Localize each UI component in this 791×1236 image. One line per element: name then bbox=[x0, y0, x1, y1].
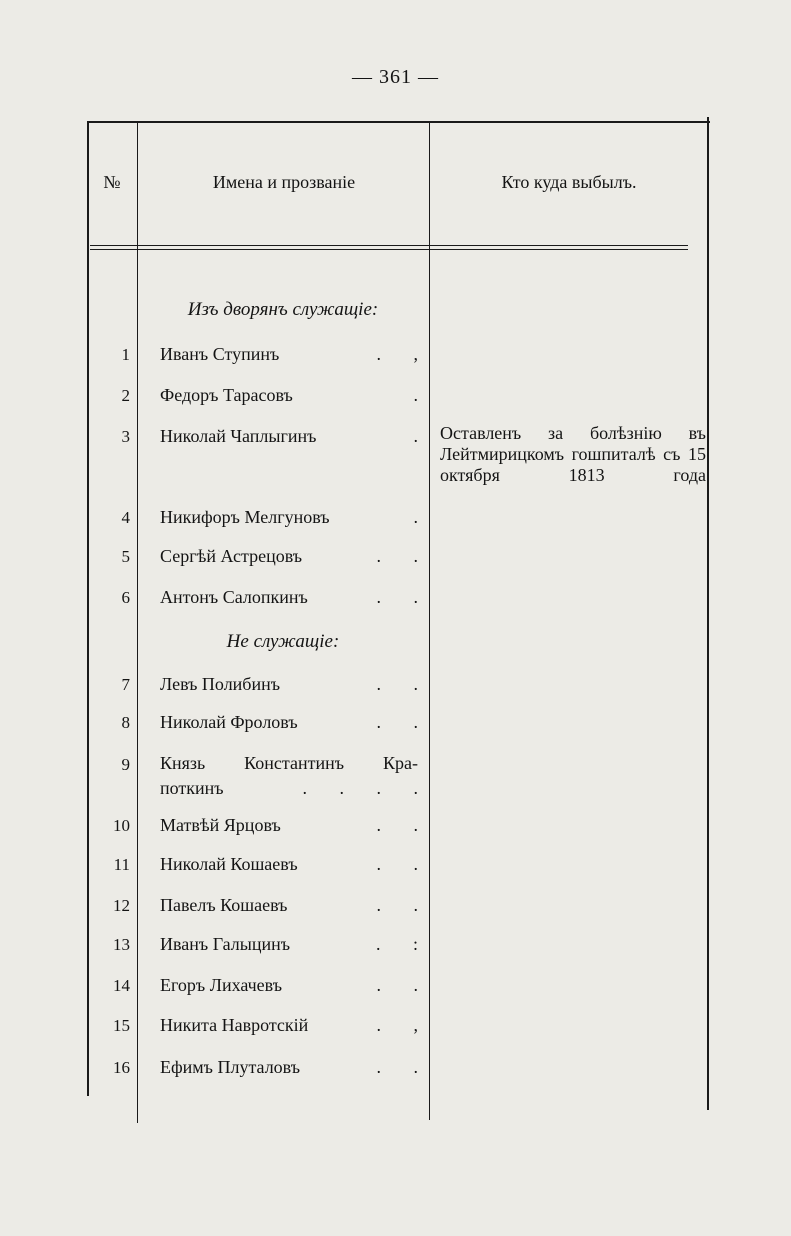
section-title-not-serving: Не служащіе: bbox=[226, 631, 340, 652]
leader-dots: . : bbox=[375, 934, 432, 954]
leader-dots: . . . . bbox=[302, 778, 432, 798]
name-text: Иванъ Ступинъ bbox=[160, 344, 280, 364]
leader-dots: . . bbox=[376, 546, 432, 566]
row-name bbox=[160, 932, 432, 957]
name-text: Федоръ Тарасовъ bbox=[160, 385, 293, 405]
row-name bbox=[160, 813, 432, 838]
name-continuation bbox=[160, 776, 432, 801]
name-text: Николай Кошаевъ bbox=[160, 854, 298, 874]
leader-dots: . . bbox=[376, 854, 432, 874]
row-number: 15 bbox=[113, 1016, 130, 1035]
section-title-serving: Изъ дворянъ служащіе: bbox=[187, 299, 379, 320]
leader-dots: . . bbox=[376, 895, 432, 915]
row-number: 10 bbox=[113, 816, 130, 835]
leader-dots: . . bbox=[376, 712, 432, 732]
row-name bbox=[160, 383, 432, 408]
row-number: 12 bbox=[113, 896, 130, 915]
header-names: Имена и прозваніе bbox=[212, 172, 356, 192]
leader-dots: . . bbox=[376, 1057, 432, 1077]
row-number: 5 bbox=[121, 547, 130, 566]
row-number: 7 bbox=[121, 675, 130, 694]
row-name bbox=[160, 1013, 432, 1038]
name-text: Егоръ Лихачевъ bbox=[160, 975, 283, 995]
header-where: Кто куда выбылъ. bbox=[501, 172, 637, 192]
name-text: Князь Константинъ Кра- bbox=[160, 753, 418, 773]
name-text: Левъ Полибинъ bbox=[160, 674, 281, 694]
row-name bbox=[160, 852, 432, 877]
header-rule-2 bbox=[90, 249, 688, 250]
name-text: Иванъ Галыцинъ bbox=[160, 934, 291, 954]
name-text: Никита Навротскій bbox=[160, 1015, 309, 1035]
row-number: 11 bbox=[113, 855, 130, 874]
name-text: Павелъ Кошаевъ bbox=[160, 895, 288, 915]
page-number: — 361 — bbox=[352, 66, 439, 88]
row-number: 2 bbox=[121, 386, 130, 405]
row-number: 8 bbox=[121, 713, 130, 732]
row-number: 13 bbox=[113, 935, 130, 954]
leader-dots: . bbox=[413, 426, 432, 446]
col-divider-1 bbox=[137, 123, 138, 1123]
row-number: 6 bbox=[121, 588, 130, 607]
name-text-line2: поткинъ bbox=[160, 778, 224, 798]
row-name bbox=[160, 973, 432, 998]
row-number: 14 bbox=[113, 976, 130, 995]
row-name bbox=[160, 505, 432, 530]
row-name bbox=[160, 672, 432, 697]
leader-dots: . . bbox=[376, 815, 432, 835]
leader-dots: . , bbox=[376, 1015, 432, 1035]
row-number: 1 bbox=[121, 345, 130, 364]
right-border bbox=[707, 117, 709, 1110]
name-text: Матвѣй Ярцовъ bbox=[160, 815, 281, 835]
leader-dots: . . bbox=[376, 975, 432, 995]
leader-dots: . . bbox=[376, 587, 432, 607]
row-number: 3 bbox=[121, 427, 130, 446]
name-text: Николай Фроловъ bbox=[160, 712, 298, 732]
row-name bbox=[160, 751, 432, 801]
row-name bbox=[160, 544, 432, 569]
header-rule-1 bbox=[90, 245, 688, 246]
row-name bbox=[160, 710, 432, 735]
row-name bbox=[160, 424, 432, 449]
leader-dots: . , bbox=[376, 344, 432, 364]
row-name bbox=[160, 1055, 432, 1080]
name-text: Никифоръ Мелгуновъ bbox=[160, 507, 330, 527]
name-text: Сергѣй Астрецовъ bbox=[160, 546, 303, 566]
row-name bbox=[160, 893, 432, 918]
header-number: № bbox=[103, 172, 121, 192]
row-number: 16 bbox=[113, 1058, 130, 1077]
col-divider-2 bbox=[429, 123, 430, 1120]
leader-dots: . bbox=[413, 507, 432, 527]
row-number: 4 bbox=[121, 508, 130, 527]
name-text: Ефимъ Плуталовъ bbox=[160, 1057, 301, 1077]
name-text: Николай Чаплыгинъ bbox=[160, 426, 317, 446]
top-rule bbox=[88, 121, 710, 123]
note-row-3: Оставленъ за болѣзнію въ Лейтмирицкомъ гошпиталѣ съ 15 октября 1813 года bbox=[440, 423, 706, 485]
name-text: Антонъ Салопкинъ bbox=[160, 587, 308, 607]
row-number: 9 bbox=[121, 755, 130, 774]
left-border bbox=[87, 121, 89, 1096]
row-name bbox=[160, 342, 432, 367]
row-name bbox=[160, 585, 432, 610]
leader-dots: . bbox=[413, 385, 432, 405]
leader-dots: . . bbox=[376, 674, 432, 694]
